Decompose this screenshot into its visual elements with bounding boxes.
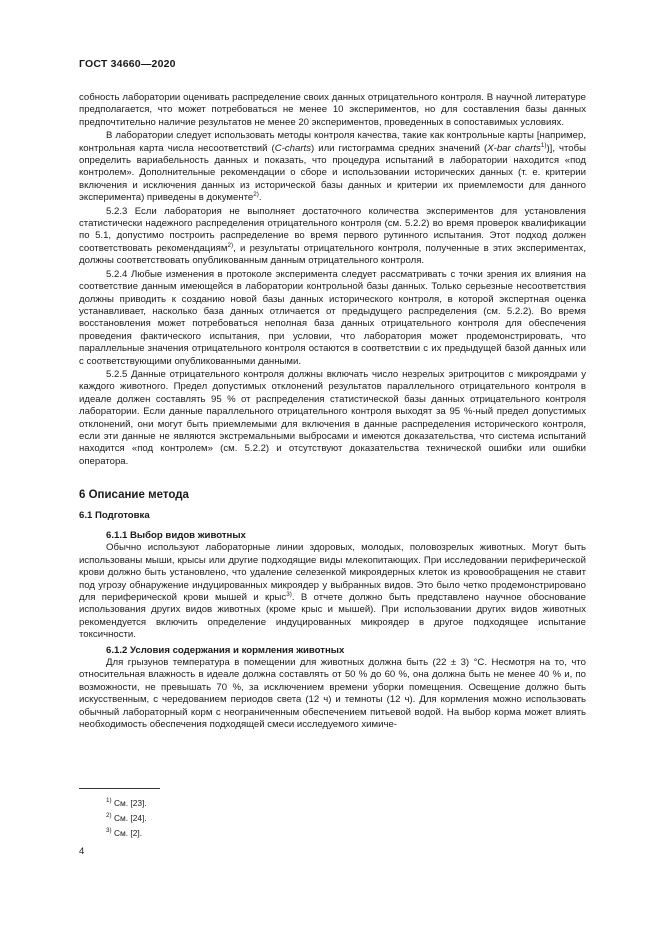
footnote-text: См. [23]. [113,798,147,808]
paragraph: Для грызунов температура в помещении для животных должна быть (22 ± 3) °С. Несмотря на то, что относительная влажность в идеале должна составлять от 50 % до 60 %, она должна быть не менее 40 % и, по возможности, не превышать 70 %, за исключением времени уборки помещения. Освещение должно быть искусственным, с чередованием периодов света (12 ч) и темноты (12 ч). Для кормления можно использовать обычный лабораторный корм с неограниченным обеспечением питьевой водой. На выбор корма может влиять необходимость обеспечения подходящей смеси исследуемого химиче- [79,657,586,731]
subsection-heading: 6.1.2 Условия содержания и кормления животных [106,644,345,656]
footnote-mark: 3) [106,827,112,835]
subsection-heading: 6.1.1 Выбор видов животных [106,530,246,541]
footnote-ref: 3) [286,590,292,598]
paragraph-5-2-3 [79,206,586,268]
text-run: )], чтобы определить вариабельность данных и показать, что процедура испытаний в лаборатории находится «под контролем». Дополнительные рекомендации о сборе и использовании исторических данных (т. е. критерии включения и исключения данных из исторической базы данных и критерии их приемлемости для данного эксперимента) приведены в документе [79,142,587,204]
term-c-charts: C-charts [274,142,311,154]
footnote-ref: 2) [253,191,259,199]
footnote [106,796,147,811]
footnote [106,826,147,841]
paragraph: собность лаборатории оценивать распределение своих данных отрицательного контроля. В научной литературе предполагается, что может потребоваться не менее 10 экспериментов, но для составления базы данных предпочтительно наличие результатов не менее 20 экспериментов, проведенных в сопоставимых условиях. [79,92,586,128]
text-run: Обычно используют лабораторные линии здоровых, молодых, половозрелых животных. Могут быть использованы мыши, крысы или другие подходящие виды млекопитающих. При исследовании периферической крови должно быть установлено, что удаление селезенкой микроядерных клеток из кровообращения не ставит под угрозу обнаружение индуцированных микроядер у выбранных видов. Это было четко продемонстрировано для периферической крови мышей и крыс [79,542,586,604]
standard-header: ГОСТ 34660—2020 [79,58,176,70]
footnote-mark: 1) [106,797,112,805]
paragraph [79,542,586,641]
term-x-bar-charts: X-bar charts [487,142,541,154]
footnote-text: См. [2]. [113,828,143,838]
footnotes [106,796,147,841]
paragraph-5-2-5: 5.2.5 Данные отрицательного контроля должны включать число незрелых эритроцитов с микроядрами у каждого животного. Предел допустимых отклонений результатов параллельного отрицательного контроля в идеале должен составлять 95 % от распределения статистической базы данных отрицательного контроля лаборатории. Если данные параллельного отрицательного контроля выходят за 95 %-ный предел допустимых отклонений, они могут быть приемлемыми для включения в данные распределения исторического контроля, если эти данные не являются экстремальными выбросами и имеются доказательства, что система испытаний находится «под контролем» (см. 5.2.2) и отсутствуют доказательства технической ошибки или ошибки оператора. [79,368,586,467]
paragraph [79,130,586,204]
text-run: ) или гистограмма средних значений ( [311,142,488,154]
footnote [106,811,147,826]
subsection-heading: 6.1 Подготовка [79,509,150,521]
page-number: 4 [79,846,85,857]
footnote-separator [79,788,160,789]
footnote-ref: 2) [227,241,234,249]
text-run: , и результаты отрицательного контроля, полученные в этих экспериментах, должны соответствовать опубликованным данным отрицательного контроля. [79,242,587,267]
body-text [79,92,586,732]
text-run: В лаборатории следует использовать методы контроля качества, такие как контрольные карты [например, контрольная карта числа несоответствий ( [79,130,586,154]
footnote-mark: 2) [106,812,112,820]
text-run: 5.2.3 Если лаборатория не выполняет достаточного количества экспериментов для установления статистически надежного распределения отрицательного контроля (см. 5.2.2) во время проверок квалификации по 5.1, допустимо построить распределение во время первого рутинного испытания. Этот подход должен соответствовать рекомендациям [79,205,586,254]
text-run: . В отчете должно быть представлено научное обоснование использования других видов животных (кроме крыс и мышей). При использовании других видов животных рекомендуется включить определение индуцированных микроядер в другое подходящее испытание токсичности. [79,592,586,641]
section-heading: 6 Описание метода [79,489,189,502]
text-run: . [258,192,262,204]
paragraph-5-2-4: 5.2.4 Любые изменения в протоколе эксперимента следует рассматривать с точки зрения их влияния на соответствие данным имеющейся в лаборатории контрольной базы данных. Только серьезные несоответствия должны приводить к созданию новой базы данных исторического контроля, в которой экспертная оценка устанавливает, насколько база данных отличается от предыдущего распределения (см. 5.2.2). Во время восстановления может потребоваться неполная база данных отрицательного контроля для обеспечения проведения фактического испытания, при условии, что лаборатория может продемонстрировать, что параллельные значения отрицательного контроля остаются в соответствии с их предыдущей базой данных или с соответствующими опубликованными данными. [79,268,586,367]
footnote-ref: 1) [540,141,547,149]
footnote-text: См. [24]. [113,813,147,823]
